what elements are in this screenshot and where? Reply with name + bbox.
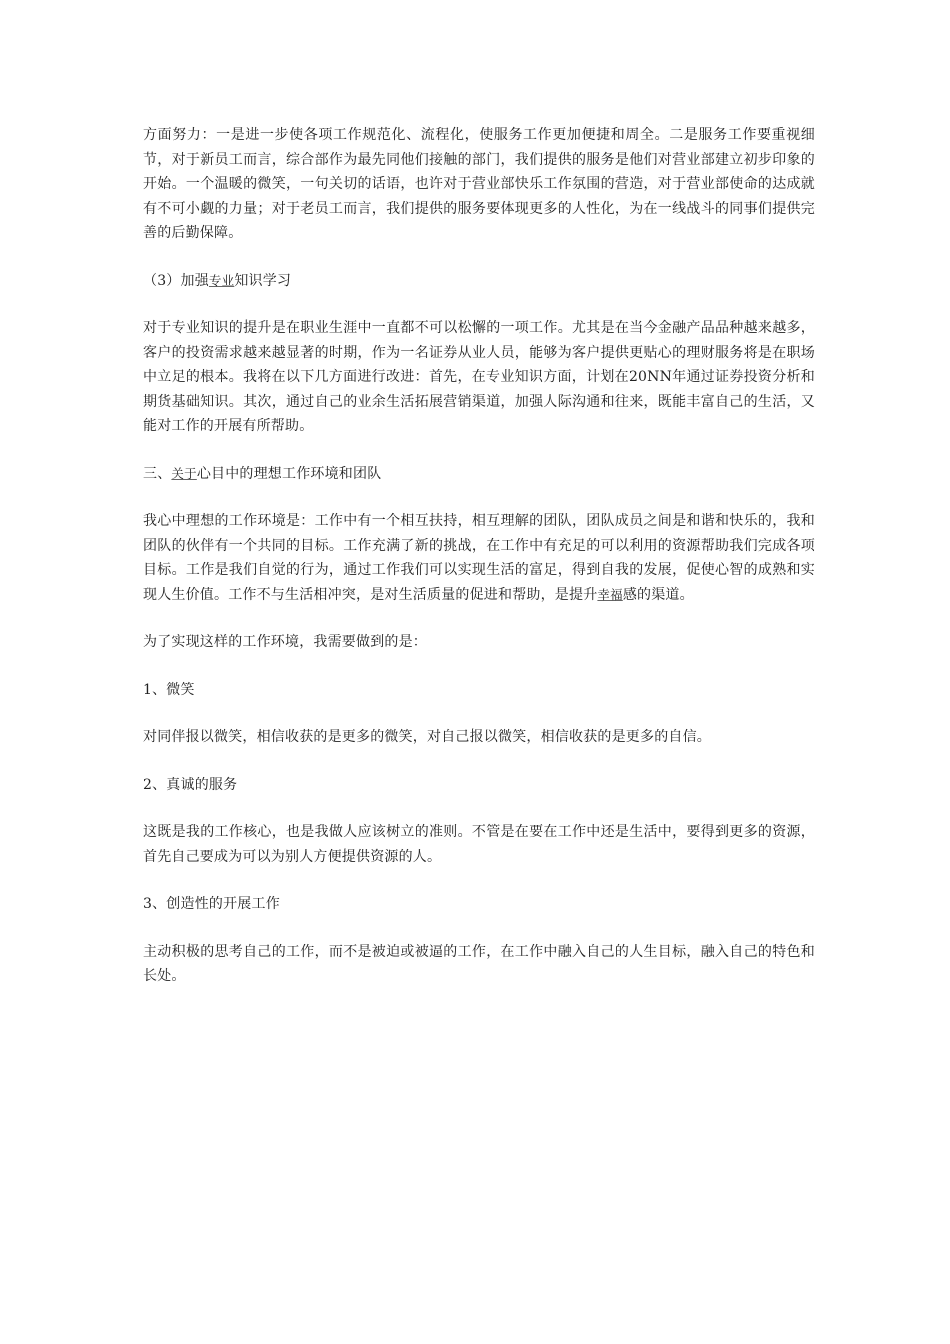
- body-paragraph-4: 为了实现这样的工作环境，我需要做到的是：: [143, 634, 427, 650]
- body-paragraph-7: 主动积极的思考自己的工作，而不是被迫或被逼的工作，在工作中融入自己的人生目标，融入自己的特色和长处。: [143, 943, 815, 984]
- link-happiness[interactable]: 幸福: [597, 586, 623, 602]
- list-heading-smile: 1、微笑: [143, 681, 195, 698]
- link-about[interactable]: 关于: [171, 465, 197, 481]
- heading-text: （3）加强: [143, 272, 209, 289]
- section-heading-3: [143, 269, 815, 294]
- heading-text: 知识学习: [234, 272, 292, 289]
- heading-text: 三、: [143, 465, 172, 482]
- body-paragraph-1: 方面努力：一是进一步使各项工作规范化、流程化，使服务工作更加便捷和周全。二是服务工作要重视细节，对于新员工而言，综合部作为最先同他们接触的部门，我们提供的服务是他们对营业部建立初步印象的开始。一个温暖的微笑，一句关切的话语，也许对于营业部快乐工作氛围的营造，对于营业部使命的达成就有不可小觑的力量；对于老员工而言，我们提供的服务要体现更多的人性化，为在一线战斗的同事们提供完善的后勤保障。: [143, 127, 815, 241]
- document-body: [143, 123, 815, 1012]
- link-professional[interactable]: 专业: [208, 272, 235, 288]
- body-paragraph-5: 对同伴报以微笑，相信收获的是更多的微笑，对自己报以微笑，相信收获的是更多的自信。: [143, 729, 711, 745]
- heading-text: 心目中的理想工作环境和团队: [196, 465, 382, 482]
- paragraph-text: 我心中理想的工作环境是：工作中有一个相互扶持，相互理解的团队，团队成员之间是和谐和快乐的，我和团队的伙伴有一个共同的目标。工作充满了新的挑战，在工作中有充足的可以利用的资源帮助我们完成各项目标。工作是我们自觉的行为，通过工作我们可以实现生活的富足，得到自我的发展，促使心智的成熟和实现人生价值。工作不与生活相冲突，是对生活质量的促进和帮助，是提升: [143, 513, 815, 603]
- body-paragraph-6: 这既是我的工作核心，也是我做人应该树立的准则。不管是在要在工作中还是生活中，要得到更多的资源，首先自己要成为可以为别人方便提供资源的人。: [143, 824, 815, 865]
- body-paragraph-2: 对于专业知识的提升是在职业生涯中一直都不可以松懈的一项工作。尤其是在当今金融产品品种越来越多，客户的投资需求越来越显著的时期，作为一名证券从业人员，能够为客户提供更贴心的理财服务将是在职场中立足的根本。我将在以下几方面进行改进：首先，在专业知识方面，计划在20NN年通过证券投资分析和期货基础知识。其次，通过自己的业余生活拓展营销渠道，加强人际沟通和往来，既能丰富自己的生活，又能对工作的开展有所帮助。: [143, 320, 815, 434]
- list-heading-service: 2、真诚的服务: [143, 776, 238, 793]
- list-heading-creative: 3、创造性的开展工作: [143, 896, 280, 912]
- section-heading-three: [143, 462, 815, 487]
- paragraph-text: 感的渠道。: [622, 586, 694, 603]
- body-paragraph-3: [143, 509, 815, 607]
